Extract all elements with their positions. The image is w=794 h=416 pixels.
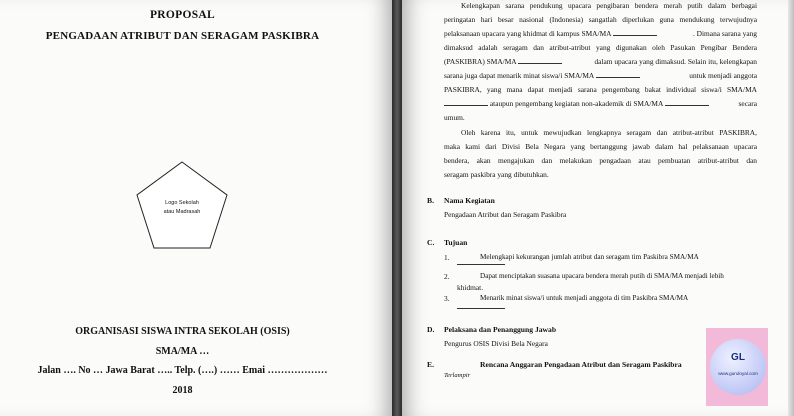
paragraph-line: seragam paskibra yang dibutuhkan. xyxy=(444,170,549,179)
paragraph-line: bendera, akan mengajukan dan melakukan pengadaan atau pembuatan atribut-atribut dan xyxy=(444,156,757,165)
intro-line: peringatan hari besar nasional (Indonesia) sangatlah diperlukan guna mendukung terwujudnya xyxy=(444,15,757,24)
section-c-letter: C. xyxy=(427,238,435,247)
watermark-url: www.guruloyal.com xyxy=(718,371,758,376)
proposal-title: PROPOSAL xyxy=(149,9,215,21)
guruloyal-watermark-logo xyxy=(706,328,768,406)
paragraph-line: maka kami dari Divisi Bela Negara yang bertanggung jawab dalam hal pelaksanaan upacara xyxy=(444,142,757,151)
section-e-note: Terlampir xyxy=(444,372,471,379)
list-item: Melengkapi kekurangan jumlah atribut dan seragam tim Paskibra SMA/MA xyxy=(480,253,699,261)
list-number: 3. xyxy=(444,294,450,303)
section-d-letter: D. xyxy=(427,325,435,334)
logo-label-line1: Logo Sekolah xyxy=(165,200,199,206)
organization-name: ORGANISASI SISWA INTRA SEKOLAH (OSIS) xyxy=(75,326,290,337)
school-name: SMA/MA … xyxy=(155,346,210,357)
blank-line xyxy=(457,264,505,265)
blank-line xyxy=(457,308,505,309)
intro-line: PASKIBRA, yang mana dapat menjadi sarana pengembang bakat individual siswa/i SMA/MA xyxy=(444,85,757,94)
proposal-year: 2018 xyxy=(172,385,193,396)
section-b-body: Pengadaan Atribut dan Seragam Paskibra xyxy=(444,210,567,219)
list-number: 1. xyxy=(444,253,450,262)
intro-line: ataupun pengembang kegiatan non-akademik di SMA/MA secara xyxy=(444,97,757,111)
section-b-heading: Nama Kegiatan xyxy=(444,196,495,205)
left-page xyxy=(0,0,392,416)
intro-line: umum. xyxy=(444,113,465,122)
page-edge xyxy=(788,0,794,416)
school-logo-placeholder xyxy=(132,158,232,254)
intro-line: Kelengkapan sarana pendukung upacara pengibaran bendera merah putih dalam berbagai xyxy=(461,1,757,10)
intro-line: sarana juga dapat menarik minat siswa/i SMA/MA untuk menjadi anggota xyxy=(444,71,757,80)
book-gutter xyxy=(392,0,402,416)
section-c-heading: Tujuan xyxy=(444,238,468,247)
logo-label-line2: atau Madrasah xyxy=(163,209,201,215)
intro-line: (PASKIBRA) SMA/MA dalam upacara yang dimaksud. Selain itu, kelengkapan xyxy=(444,57,757,66)
intro-line: pelaksanaan upacara yang khidmat di kampus SMA/MA . Dimana sarana yang xyxy=(444,29,757,38)
list-item: Menarik minat siswa/i untuk menjadi anggota di tim Paskibra SMA/MA xyxy=(480,294,689,302)
globe-icon xyxy=(710,339,766,395)
watermark-initials: GL xyxy=(731,352,745,363)
list-item: Dapat menciptakan suasana upacara bendera merah putih di SMA/MA menjadi lebih xyxy=(480,272,724,280)
section-d-heading: Pelaksana dan Penanggung Jawab xyxy=(444,325,557,334)
list-item-continued: khidmat. xyxy=(457,283,484,292)
section-e-heading: Rencana Anggaran Pengadaan Atribut dan Seragam Paskibra xyxy=(480,360,682,369)
list-number: 2. xyxy=(444,272,450,281)
section-d-body: Pengurus OSIS Divisi Bela Negara xyxy=(444,339,548,348)
section-b-letter: B. xyxy=(427,196,434,205)
proposal-subtitle: PENGADAAN ATRIBUT DAN SERAGAM PASKIBRA xyxy=(45,30,320,42)
section-e-letter: E. xyxy=(427,360,434,369)
paragraph-line: Oleh karena itu, untuk mewujudkan lengkapnya seragam dan atribut-atribut PASKIBRA, xyxy=(461,128,757,137)
school-address: Jalan …. No … Jawa Barat ….. Telp. (….) …… Emai ……………… xyxy=(37,365,328,376)
intro-line: dimaksud adalah seragam dan atribut-atribut yang digunakan oleh Pasukan Pengibar Bendera xyxy=(444,43,757,52)
